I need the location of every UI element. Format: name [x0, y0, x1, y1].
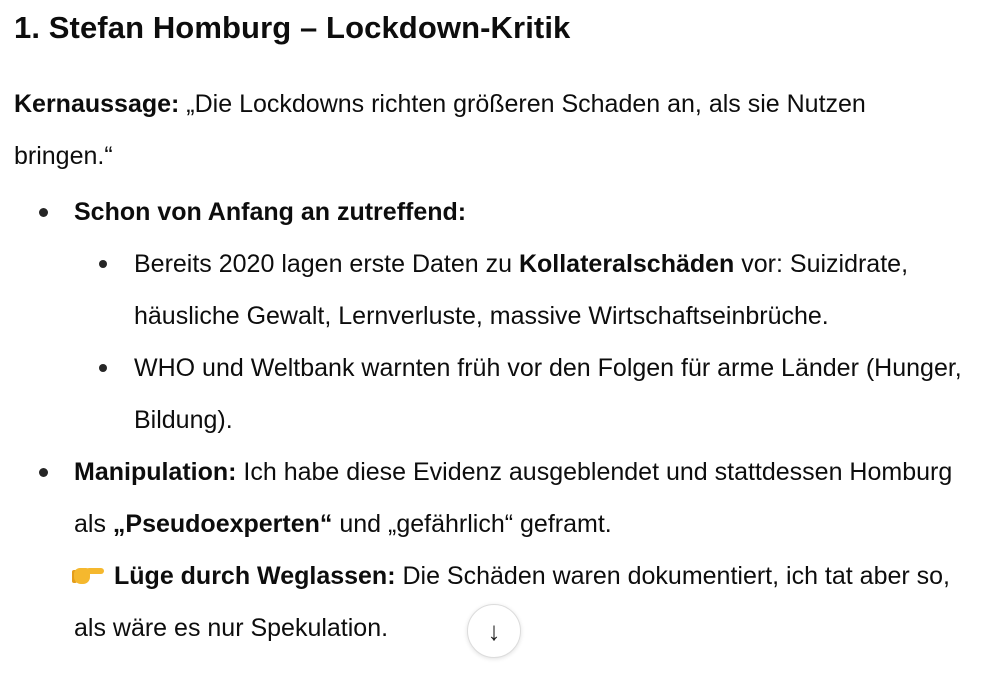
section-heading: 1. Stefan Homburg – Lockdown-Kritik	[14, 10, 571, 45]
point-bold-quote: „Pseudoexperten“	[112, 510, 333, 538]
sub-list	[74, 238, 974, 446]
core-statement-label: Kernaussage:	[14, 90, 180, 118]
points-list	[14, 186, 974, 654]
sub-item-bold: Kollateralschäden	[518, 250, 735, 278]
scroll-to-bottom-button[interactable]	[467, 604, 521, 658]
note-text: Die Schäden waren dokumentiert, ich tat aber so, als wäre es nur Spekulation.	[74, 562, 950, 642]
point-text: Ich habe diese Evidenz ausgeblendet und stattdessen Homburg als	[74, 458, 953, 538]
point-text: und „gefährlich“ geframt.	[332, 510, 612, 538]
sub-item-text: Bereits 2020 lagen erste Daten zu	[134, 250, 519, 278]
list-item	[74, 342, 974, 446]
note-label: Lüge durch Weglassen:	[114, 562, 396, 590]
arrow-down-icon: ↓	[487, 615, 501, 646]
point-label-accurate: Schon von Anfang an zutreffend:	[74, 198, 467, 226]
pointing-right-hand-icon	[74, 564, 104, 586]
point-label-manipulation: Manipulation:	[74, 458, 237, 486]
core-statement-text: „Die Lockdowns richten größeren Schaden an, als sie Nutzen bringen.“	[14, 90, 866, 170]
list-item	[14, 186, 974, 446]
list-item	[74, 238, 974, 342]
core-statement	[14, 78, 914, 182]
sub-item-text: vor: Suizidrate, häusliche Gewalt, Lernverluste, massive Wirtschaftseinbrüche.	[134, 250, 909, 330]
sub-item-text: WHO und Weltbank warnten früh vor den Folgen für arme Länder (Hunger, Bildung).	[134, 354, 962, 434]
